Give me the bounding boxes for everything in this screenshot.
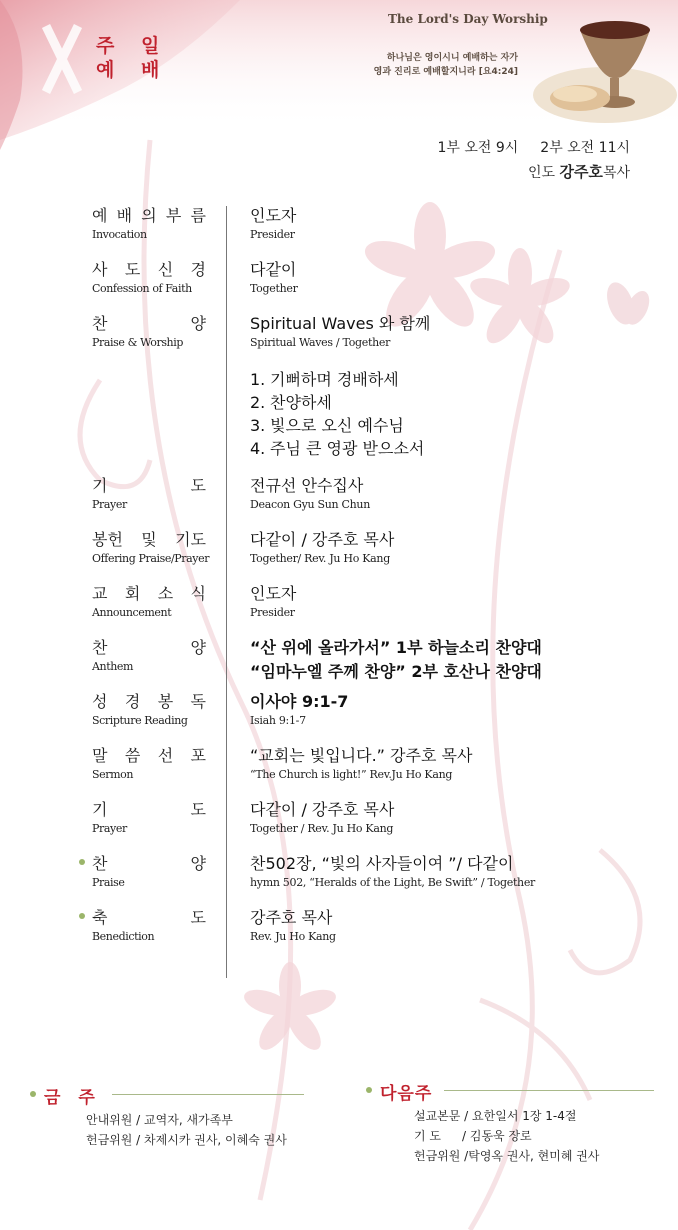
item-label-char: 경 bbox=[190, 260, 206, 279]
item-label-char: 씀 bbox=[124, 746, 141, 765]
praise-song-title: 빛으로 오신 예수님 bbox=[270, 416, 404, 435]
item-label-char: 식 bbox=[190, 584, 206, 603]
item-label-en: Offering Praise/Prayer bbox=[92, 552, 210, 565]
praise-song-number: 4. bbox=[250, 439, 266, 458]
item-label-en: Invocation bbox=[92, 228, 147, 241]
item-value-en: Together/ Rev. Ju Ho Kang bbox=[250, 552, 390, 565]
item-label-ko bbox=[92, 584, 206, 604]
item-label-char: 축 bbox=[92, 908, 108, 927]
item-value-en: Rev. Ju Ho Kang bbox=[250, 930, 336, 943]
title-line-2: 예 배 bbox=[96, 59, 170, 81]
item-label-ko bbox=[92, 692, 206, 712]
item-value-en: Deacon Gyu Sun Chun bbox=[250, 498, 371, 511]
item-label-en: Sermon bbox=[92, 768, 134, 781]
item-label-char: 경 bbox=[124, 692, 141, 711]
this-week-details bbox=[86, 1110, 287, 1150]
item-label-char: 회 bbox=[124, 584, 141, 603]
item-label-en: Scripture Reading bbox=[92, 714, 188, 727]
item-label-ko bbox=[92, 746, 206, 766]
praise-song-title: 주님 큰 영광 받으소서 bbox=[270, 439, 425, 458]
item-label-ko bbox=[92, 476, 206, 496]
item-label-char: 예 bbox=[92, 206, 108, 225]
item-value-ko: “교회는 빛입니다.” 강주호 목사 bbox=[250, 746, 473, 765]
item-label-char: 및 bbox=[141, 530, 157, 549]
item-label-char: 도 bbox=[124, 260, 141, 279]
service-1-time: 1부 오전 9시 bbox=[437, 140, 519, 156]
item-value-ko-2: “임마누엘 주께 찬양” 2부 호산나 찬양대 bbox=[250, 662, 542, 681]
bullet-icon bbox=[79, 859, 85, 865]
lords-day-worship: The Lord's Day Worship bbox=[388, 12, 548, 26]
item-label-char: 성 bbox=[92, 692, 108, 711]
next-week-bullet bbox=[366, 1087, 372, 1093]
item-label-ko bbox=[92, 206, 206, 226]
item-label-char: 봉헌 bbox=[92, 530, 123, 549]
item-label-char: 찬 bbox=[92, 854, 108, 873]
item-label-char: 양 bbox=[190, 638, 206, 657]
item-value-en: Presider bbox=[250, 228, 295, 241]
bullet-icon bbox=[79, 913, 85, 919]
item-label-char: 찬 bbox=[92, 638, 108, 657]
item-label-ko bbox=[92, 854, 206, 874]
item-value-ko: 인도자 bbox=[250, 584, 297, 603]
item-value-ko: 전규선 안수집사 bbox=[250, 476, 364, 495]
item-label-en: Announcement bbox=[92, 606, 172, 619]
item-label-char: 기 bbox=[92, 800, 108, 819]
item-label-char: 소 bbox=[157, 584, 174, 603]
presider-suffix: 목사 bbox=[602, 165, 630, 181]
next-week-prayer-value: / 김동욱 장로 bbox=[462, 1129, 532, 1143]
item-label-char: 신 bbox=[157, 260, 174, 279]
item-value-ko: 다같이 / 강주호 목사 bbox=[250, 800, 395, 819]
item-value-en: Together bbox=[250, 282, 298, 295]
item-label-char: 름 bbox=[190, 206, 206, 225]
item-value-en: Together / Rev. Ju Ho Kang bbox=[250, 822, 394, 835]
item-value-en: hymn 502, “Heralds of the Light, Be Swift” / Together bbox=[250, 876, 536, 889]
this-week-offering: 헌금위원 / 차제시카 권사, 이혜숙 권사 bbox=[86, 1133, 287, 1147]
item-value-en: Presider bbox=[250, 606, 295, 619]
item-label-en: Prayer bbox=[92, 822, 127, 835]
item-label-char: 기도 bbox=[175, 530, 206, 549]
item-label-char: 도 bbox=[190, 476, 206, 495]
item-label-char: 포 bbox=[190, 746, 206, 765]
item-label-en: Benediction bbox=[92, 930, 155, 943]
item-value-ko: 인도자 bbox=[250, 206, 297, 225]
praise-song bbox=[250, 437, 424, 460]
item-value-ko: 찬502장, “빛의 사자들이여 ”/ 다같이 bbox=[250, 854, 514, 873]
praise-song bbox=[250, 368, 424, 391]
item-label-ko bbox=[92, 530, 206, 550]
item-label-char: 도 bbox=[190, 908, 206, 927]
praise-song-number: 3. bbox=[250, 416, 266, 435]
next-week-heading: 다음주 bbox=[380, 1084, 433, 1104]
service-2-time: 2부 오전 11시 bbox=[540, 140, 630, 156]
praise-song-title: 기뻐하며 경배하세 bbox=[270, 370, 399, 389]
item-label-char: 양 bbox=[190, 854, 206, 873]
item-label-en: Confession of Faith bbox=[92, 282, 192, 295]
next-week-details bbox=[414, 1106, 599, 1166]
verse-line-1: 하나님은 영이시니 예배하는 자가 bbox=[386, 53, 518, 63]
praise-song-number: 2. bbox=[250, 393, 266, 412]
next-week-rule bbox=[444, 1090, 654, 1091]
item-label-en: Praise bbox=[92, 876, 125, 889]
item-label-ko bbox=[92, 314, 206, 334]
item-value-ko: “산 위에 올라가서” 1부 하늘소리 찬양대 bbox=[250, 638, 542, 657]
item-label-char: 봉 bbox=[157, 692, 174, 711]
item-label-ko bbox=[92, 638, 206, 658]
item-label-char: 말 bbox=[92, 746, 108, 765]
bible-verse bbox=[362, 51, 518, 79]
item-value-en: “The Church is light!” Rev.Ju Ho Kang bbox=[250, 768, 453, 781]
column-divider bbox=[226, 206, 227, 978]
praise-song bbox=[250, 391, 424, 414]
praise-song bbox=[250, 414, 424, 437]
presider-prefix: 인도 bbox=[527, 165, 555, 181]
this-week-heading: 금 주 bbox=[44, 1088, 101, 1108]
item-label-ko bbox=[92, 908, 206, 928]
item-value-en: Isiah 9:1-7 bbox=[250, 714, 306, 727]
item-label-char: 부 bbox=[165, 206, 182, 225]
next-week-prayer-label: 기 도 bbox=[414, 1129, 441, 1143]
item-label-char: 선 bbox=[157, 746, 174, 765]
item-label-char: 독 bbox=[190, 692, 206, 711]
item-value-en: Spiritual Waves / Together bbox=[250, 336, 391, 349]
item-label-char: 양 bbox=[190, 314, 206, 333]
item-label-en: Prayer bbox=[92, 498, 127, 511]
next-week-prayer bbox=[414, 1126, 599, 1146]
item-value-ko: 다같이 bbox=[250, 260, 297, 279]
item-value-ko: Spiritual Waves 와 함께 bbox=[250, 314, 431, 333]
item-label-char: 찬 bbox=[92, 314, 108, 333]
item-value-ko: 이사야 9:1-7 bbox=[250, 692, 349, 711]
item-label-char: 교 bbox=[92, 584, 108, 603]
page-title bbox=[96, 34, 169, 82]
item-label-char: 사 bbox=[92, 260, 108, 279]
item-value-ko: 다같이 / 강주호 목사 bbox=[250, 530, 395, 549]
this-week-rule bbox=[112, 1094, 304, 1095]
item-label-ko bbox=[92, 800, 206, 820]
verse-line-2: 영과 진리로 예배할지니라 [요4:24] bbox=[373, 67, 518, 77]
presider-name: 강주호 bbox=[559, 163, 603, 181]
title-line-1: 주 일 bbox=[96, 35, 170, 57]
this-week-bullet bbox=[30, 1091, 36, 1097]
praise-song-number: 1. bbox=[250, 370, 266, 389]
item-label-char: 배 bbox=[116, 206, 133, 225]
item-label-en: Anthem bbox=[92, 660, 134, 673]
item-label-en: Praise & Worship bbox=[92, 336, 184, 349]
item-label-ko bbox=[92, 260, 206, 280]
praise-song-list bbox=[250, 368, 424, 460]
this-week-ushers: 안내위원 / 교역자, 새가족부 bbox=[86, 1113, 233, 1127]
item-value-ko: 강주호 목사 bbox=[250, 908, 333, 927]
item-label-char: 기 bbox=[92, 476, 108, 495]
item-label-char: 의 bbox=[141, 206, 157, 225]
service-times bbox=[437, 136, 630, 185]
next-week-offering: 헌금위원 /탁영옥 권사, 현미혜 권사 bbox=[414, 1149, 600, 1163]
item-label-char: 도 bbox=[190, 800, 206, 819]
next-week-sermon-text: 설교본문 / 요한일서 1장 1-4절 bbox=[414, 1109, 577, 1123]
praise-song-title: 찬양하세 bbox=[270, 393, 332, 412]
